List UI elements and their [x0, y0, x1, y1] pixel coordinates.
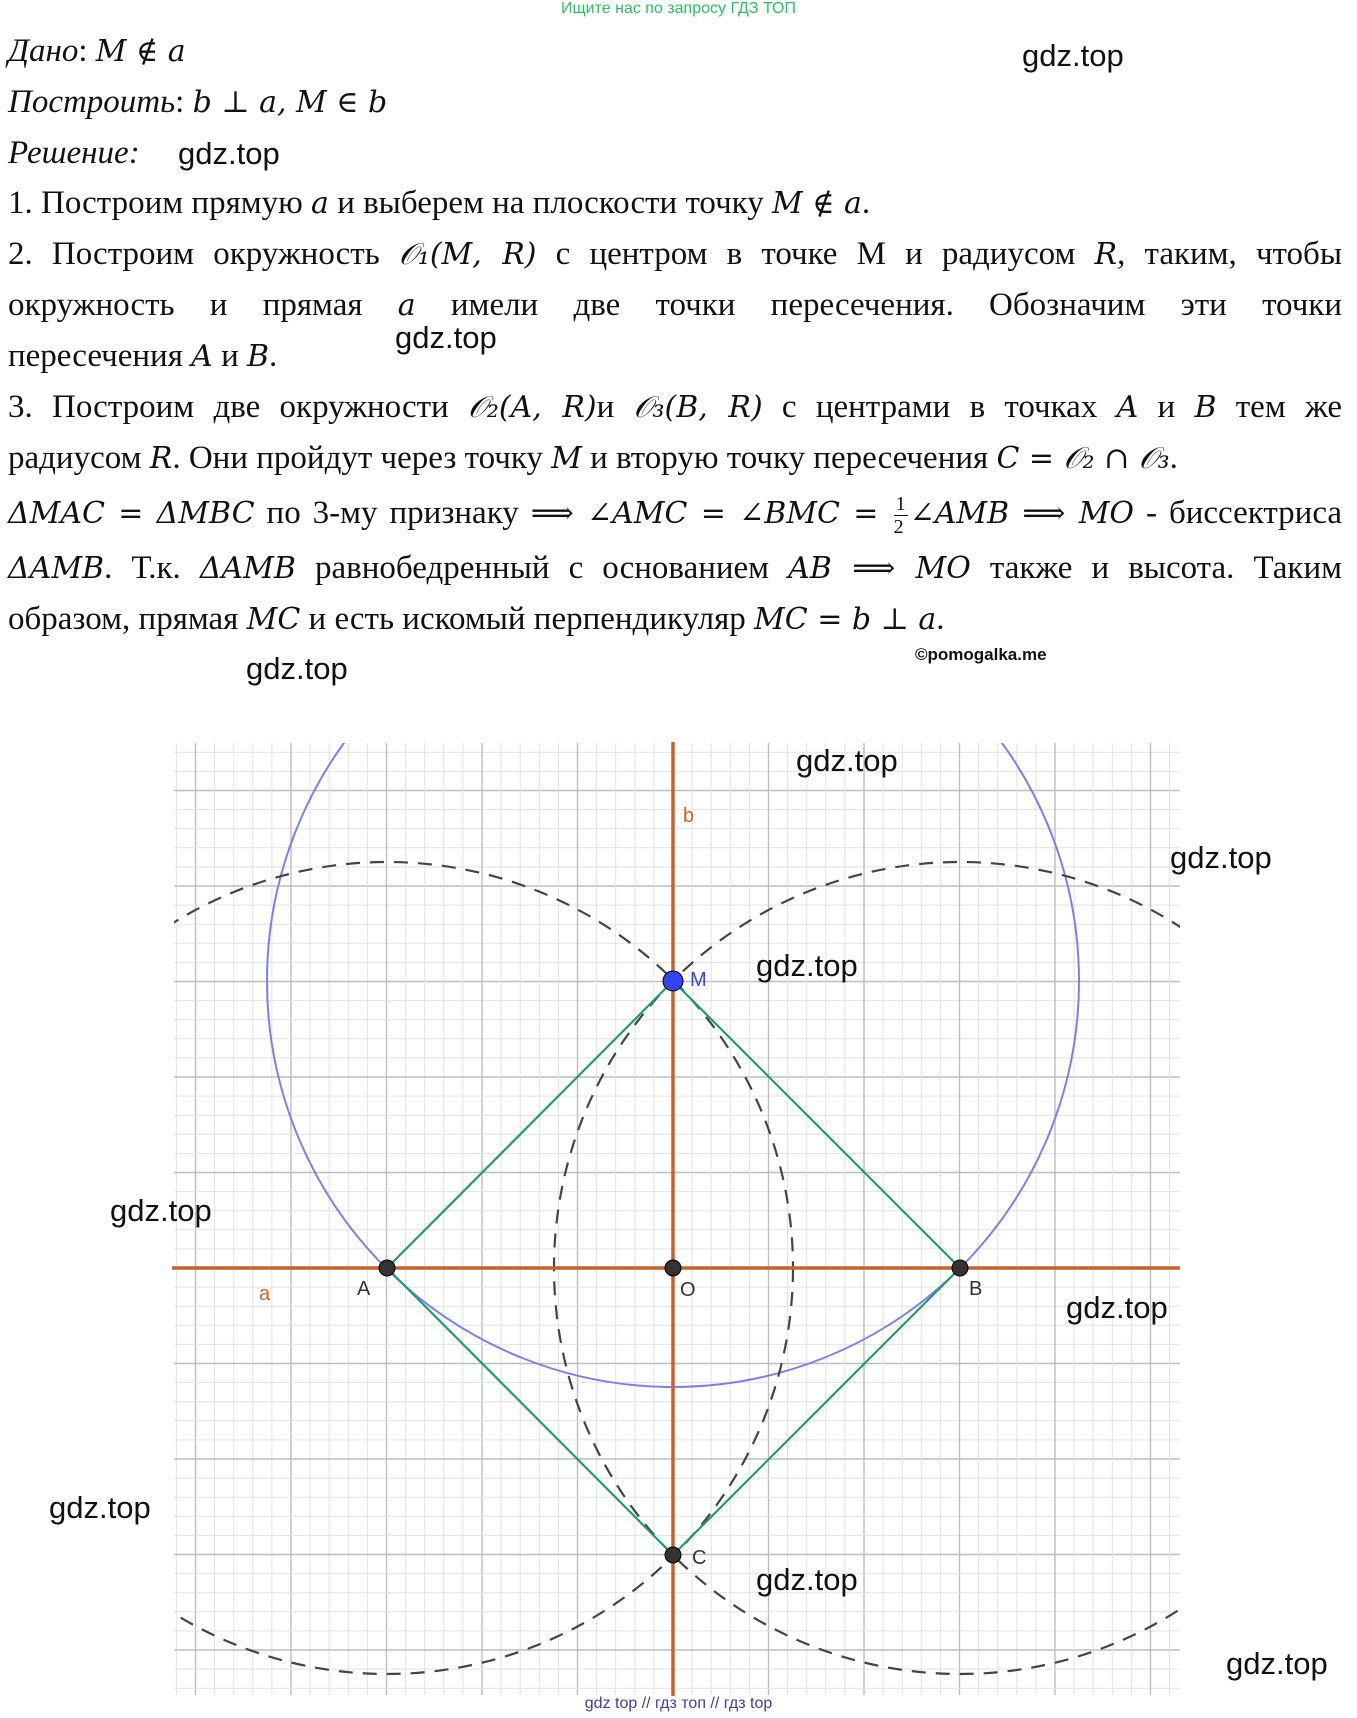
step2-math-2: R: [1094, 237, 1118, 272]
watermark: gdz.top: [49, 1490, 151, 1525]
proof-text-4: равнобедренный с основанием: [295, 550, 789, 586]
watermark: gdz.top: [110, 1193, 212, 1228]
construct-line: Построить: b ⊥ a, M ∈ b: [8, 84, 388, 120]
proof-math-5: ΔAMB: [199, 551, 296, 586]
proof-text-7: и есть искомый перпендикуляр: [300, 601, 755, 637]
step1-text-1: 1. Построим прямую: [8, 185, 312, 221]
step2-text-3: , таким, чтобы окружность и прямая: [8, 236, 1342, 323]
proof-text-5: также и высота. Таким: [970, 550, 1343, 586]
point-a: [379, 1260, 395, 1276]
point-o: [665, 1260, 681, 1276]
step2-text-7: .: [269, 338, 278, 374]
label-b: b: [683, 805, 695, 827]
point-c: [665, 1547, 681, 1563]
watermark: gdz.top: [1170, 840, 1272, 875]
label-o: O: [680, 1279, 696, 1301]
watermark: gdz.top: [756, 948, 858, 983]
point-b: [952, 1260, 968, 1276]
point-m: [663, 971, 683, 991]
step2-text-6: и: [212, 338, 247, 374]
proof-math-3: ∠AMB ⟹ MO: [909, 496, 1135, 531]
construct-math: b ⊥ a, M ∈ b: [192, 85, 388, 120]
proof-math-7: MC: [246, 602, 301, 637]
step3-text-7: . Они пройдут через точку: [172, 440, 552, 476]
step2-math-4: A: [191, 339, 213, 374]
label-a: a: [259, 1283, 271, 1305]
fraction-numerator: 1: [895, 492, 906, 515]
proof-math-8: MC = b ⊥ a: [754, 602, 937, 637]
fraction-denominator: 2: [893, 515, 904, 538]
given-label: Дано: [8, 33, 79, 69]
step1-math-2: M ∉ a: [772, 186, 862, 221]
watermark: gdz.top: [178, 136, 280, 171]
proof-text-1: по 3-му признаку: [254, 495, 531, 531]
step3-text-5: тем же: [1216, 389, 1342, 425]
watermark: gdz.top: [246, 651, 348, 686]
step2-text-5: пересечения: [8, 338, 192, 374]
label-c: C: [692, 1547, 707, 1569]
step3-math-2: 𝒪₃(B, R): [633, 390, 763, 425]
proof-text-8: .: [936, 601, 945, 637]
step2-math-5: B: [247, 339, 270, 374]
step3-math-1: 𝒪₂(A, R): [467, 390, 597, 425]
top-banner: Ищите нас по запросу ГДЗ ТОП: [561, 0, 796, 17]
step3-math-5: R: [149, 441, 173, 476]
solution-label: Решение:: [8, 135, 140, 171]
proof-math-4: ΔAMB: [8, 551, 105, 586]
step3-math-6: M: [551, 441, 582, 476]
step1-text-3: .: [861, 185, 871, 221]
label-a-point: A: [357, 1278, 371, 1300]
step2-text-4: имели две точки пересечения. Обозначим эти точки: [415, 287, 1342, 323]
watermark: gdz.top: [756, 1562, 858, 1597]
watermark: gdz.top: [1226, 1646, 1328, 1681]
proof-text-3: . Т.к.: [104, 550, 200, 586]
proof-text-2: - биссектриса: [1134, 495, 1343, 531]
step3-text-2: и: [596, 389, 634, 425]
step3-math-3: A: [1116, 390, 1139, 425]
step1-text-2: и выберем на плоскости точку: [328, 185, 772, 221]
step3-math-4: B: [1194, 390, 1217, 425]
step3-text-6: радиусом: [8, 440, 150, 476]
step3-text-4: и: [1138, 389, 1195, 425]
watermark: gdz.top: [1022, 38, 1124, 73]
step2-math-1: 𝒪₁(M, R): [398, 237, 537, 272]
watermark: gdz.top: [1066, 1290, 1168, 1325]
label-b-point: B: [969, 1278, 983, 1300]
step3-math-7: C = 𝒪₂ ∩ 𝒪₃: [996, 441, 1170, 476]
proof-math-6: AB ⟹ MO: [788, 551, 971, 586]
watermark: gdz.top: [395, 320, 497, 355]
watermark: gdz.top: [796, 743, 898, 778]
construct-label: Построить: [8, 84, 176, 120]
step2-math-3: a: [397, 288, 416, 323]
step2-text-2: с центром в точке М и радиусом: [536, 236, 1095, 272]
step3-text-3: с центрами в точках: [762, 389, 1117, 425]
step1-math-1: a: [311, 186, 329, 221]
copyright: ©pomogalka.me: [915, 645, 1047, 664]
step3-text-1: 3. Построим две окружности: [8, 389, 468, 425]
step2-text-1: 2. Построим окружность: [8, 236, 399, 272]
proof-math-1: ΔMAC = ΔMBC: [8, 496, 255, 531]
given-math: M ∉ a: [95, 34, 186, 69]
step3-text-9: .: [1169, 440, 1178, 476]
bottom-banner: gdz top // гдз топ // гдз top: [584, 1695, 773, 1712]
label-m: M: [690, 969, 707, 991]
given-line: Дано: M ∉ a: [8, 33, 186, 69]
step3-text-8: и вторую точку пересечения: [581, 440, 997, 476]
proof-text-6: образом, прямая: [8, 601, 247, 637]
proof-math-2: ⟹ ∠AMC = ∠BMC =: [530, 496, 892, 531]
